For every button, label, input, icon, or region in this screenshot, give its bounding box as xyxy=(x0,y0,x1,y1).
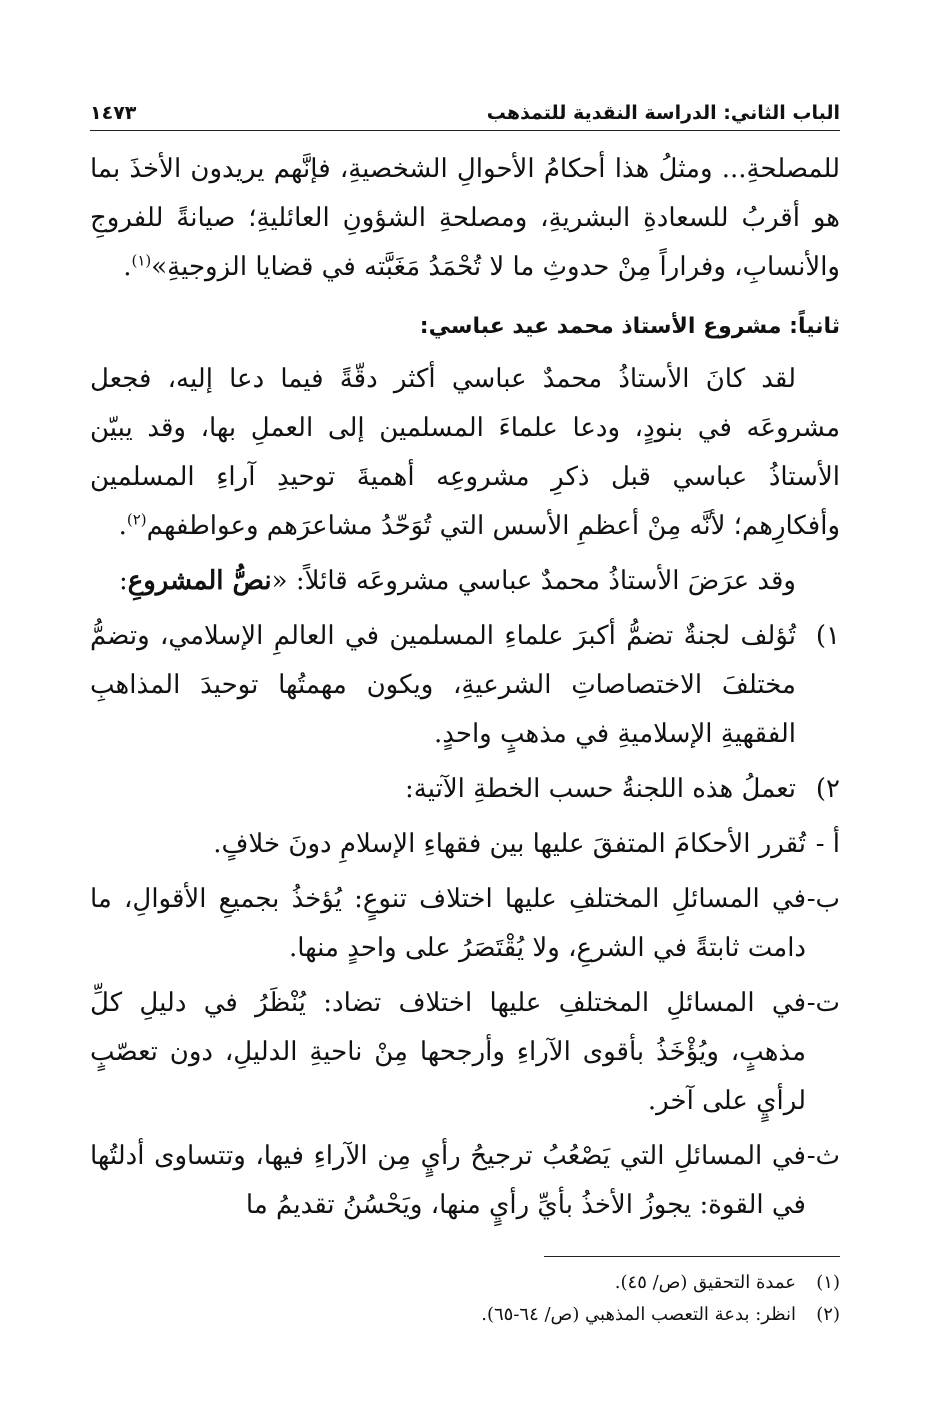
list-item-text: تُؤلف لجنةٌ تضمُّ أكبرَ علماءِ المسلمين في العالمِ الإسلامي، وتضمُّ مختلفَ الاختصاصاتِ الشرعيةِ، ويكون مهمتُها توحيدَ المذاهبِ الفقهيةِ الإسلاميةِ في مذهبٍ واحدٍ. xyxy=(90,621,796,749)
paragraph-1-end: . xyxy=(123,252,132,282)
sub-list-letter: ت- xyxy=(806,988,840,1018)
footnotes xyxy=(90,1267,840,1331)
sub-list-item xyxy=(90,979,840,1126)
footnote-text: انظر: بدعة التعصب المذهبي (ص/ ٦٤-٦٥). xyxy=(481,1304,796,1325)
paragraph-1-text: للمصلحةِ... ومثلُ هذا أحكامُ الأحوالِ الشخصيةِ، فإنَّهم يريدون الأخذَ بما هو أقربُ للسعادةِ البشريةِ، ومصلحةِ الشؤونِ العائليةِ؛ صيانةً للفروجِ والأنسابِ، وفراراً مِنْ حدوثِ ما لا تُحْمَدُ مَغَبَّته في قضايا الزوجيةِ» xyxy=(90,154,840,282)
sub-list-letter: ب- xyxy=(806,884,840,914)
footnote-ref-2[interactable]: (٢) xyxy=(126,510,147,529)
footnote xyxy=(90,1299,840,1331)
footnote xyxy=(90,1267,840,1299)
list-number: ١) xyxy=(815,621,840,651)
page-number: ١٤٧٣ xyxy=(90,102,137,124)
sub-list-text: في المسائلِ المختلفِ عليها اختلاف تنوعٍ: يُؤخذُ بجميعِ الأقوالِ، ما دامت ثابتةً في الشرعِ، ولا يُقْتَصَرُ على واحدٍ منها. xyxy=(90,884,806,963)
sub-list-text: تُقرر الأحكامَ المتفقَ عليها بين فقهاءِ الإسلامِ دونَ خلافٍ. xyxy=(213,829,806,859)
footnote-number: (٢) xyxy=(816,1304,840,1325)
sub-list-letter: ث- xyxy=(806,1141,840,1171)
sub-list-item xyxy=(90,875,840,973)
paragraph-3-lead: وقد عرَضَ الأستاذُ محمدٌ عباسي مشروعَه قائلاً: « xyxy=(271,566,796,596)
document-page xyxy=(90,88,840,1368)
paragraph-3-end: : xyxy=(118,566,128,596)
list-item xyxy=(90,612,840,759)
running-title: الباب الثاني: الدراسة النقدية للتمذهب xyxy=(486,102,840,124)
sub-list-text: في المسائلِ المختلفِ عليها اختلاف تضاد: يُنْظَرُ في دليلِ كلِّ مذهبٍ، ويُؤْخَذُ بأقوى الآراءِ وأرجحها مِنْ ناحيةِ الدليلِ، دون تعصّبٍ لرأيٍ على آخر. xyxy=(90,988,806,1116)
footnote-number: (١) xyxy=(816,1272,840,1293)
main-text xyxy=(90,145,840,1230)
page-header xyxy=(90,88,840,131)
paragraph-1 xyxy=(90,145,840,292)
list-item xyxy=(90,765,840,814)
paragraph-2-end: . xyxy=(118,511,127,541)
sub-list-item xyxy=(90,820,840,869)
sub-list-text: في المسائلِ التي يَصْعُبُ ترجيحُ رأيٍ مِن الآراءِ فيها، وتتساوى أدلتُها في القوة: يجوزُ الأخذُ بأيِّ رأيٍ منها، ويَحْسُنُ تقديمُ ما xyxy=(90,1141,806,1220)
footnote-text: عمدة التحقيق (ص/ ٤٥). xyxy=(614,1272,796,1293)
sub-list-letter: أ - xyxy=(815,829,840,859)
project-text-label: نصُّ المشروعِ xyxy=(127,566,272,596)
paragraph-2 xyxy=(90,355,840,551)
list-item-text: تعملُ هذه اللجنةُ حسب الخطةِ الآتية: xyxy=(405,774,796,804)
footnote-ref-1[interactable]: (١) xyxy=(131,251,152,270)
paragraph-3 xyxy=(90,557,840,606)
footnote-divider xyxy=(544,1256,840,1257)
section-heading: ثانياً: مشروع الأستاذ محمد عيد عباسي: xyxy=(419,314,840,339)
list-number: ٢) xyxy=(815,774,840,804)
sub-list-item xyxy=(90,1132,840,1230)
paragraph-2-text: لقد كانَ الأستاذُ محمدٌ عباسي أكثر دقّةً فيما دعا إليه، فجعل مشروعَه في بنودٍ، ودعا علماءَ المسلمين إلى العملِ بها، وقد يبيّن الأستاذُ عباسي قبل ذكرِ مشروعِه أهميةَ توحيدِ آراءِ المسلمين وأفكارِهم؛ لأنَّه مِنْ أعظمِ الأسس التي تُوَحّدُ مشاعرَهم وعواطفهم xyxy=(90,364,840,541)
